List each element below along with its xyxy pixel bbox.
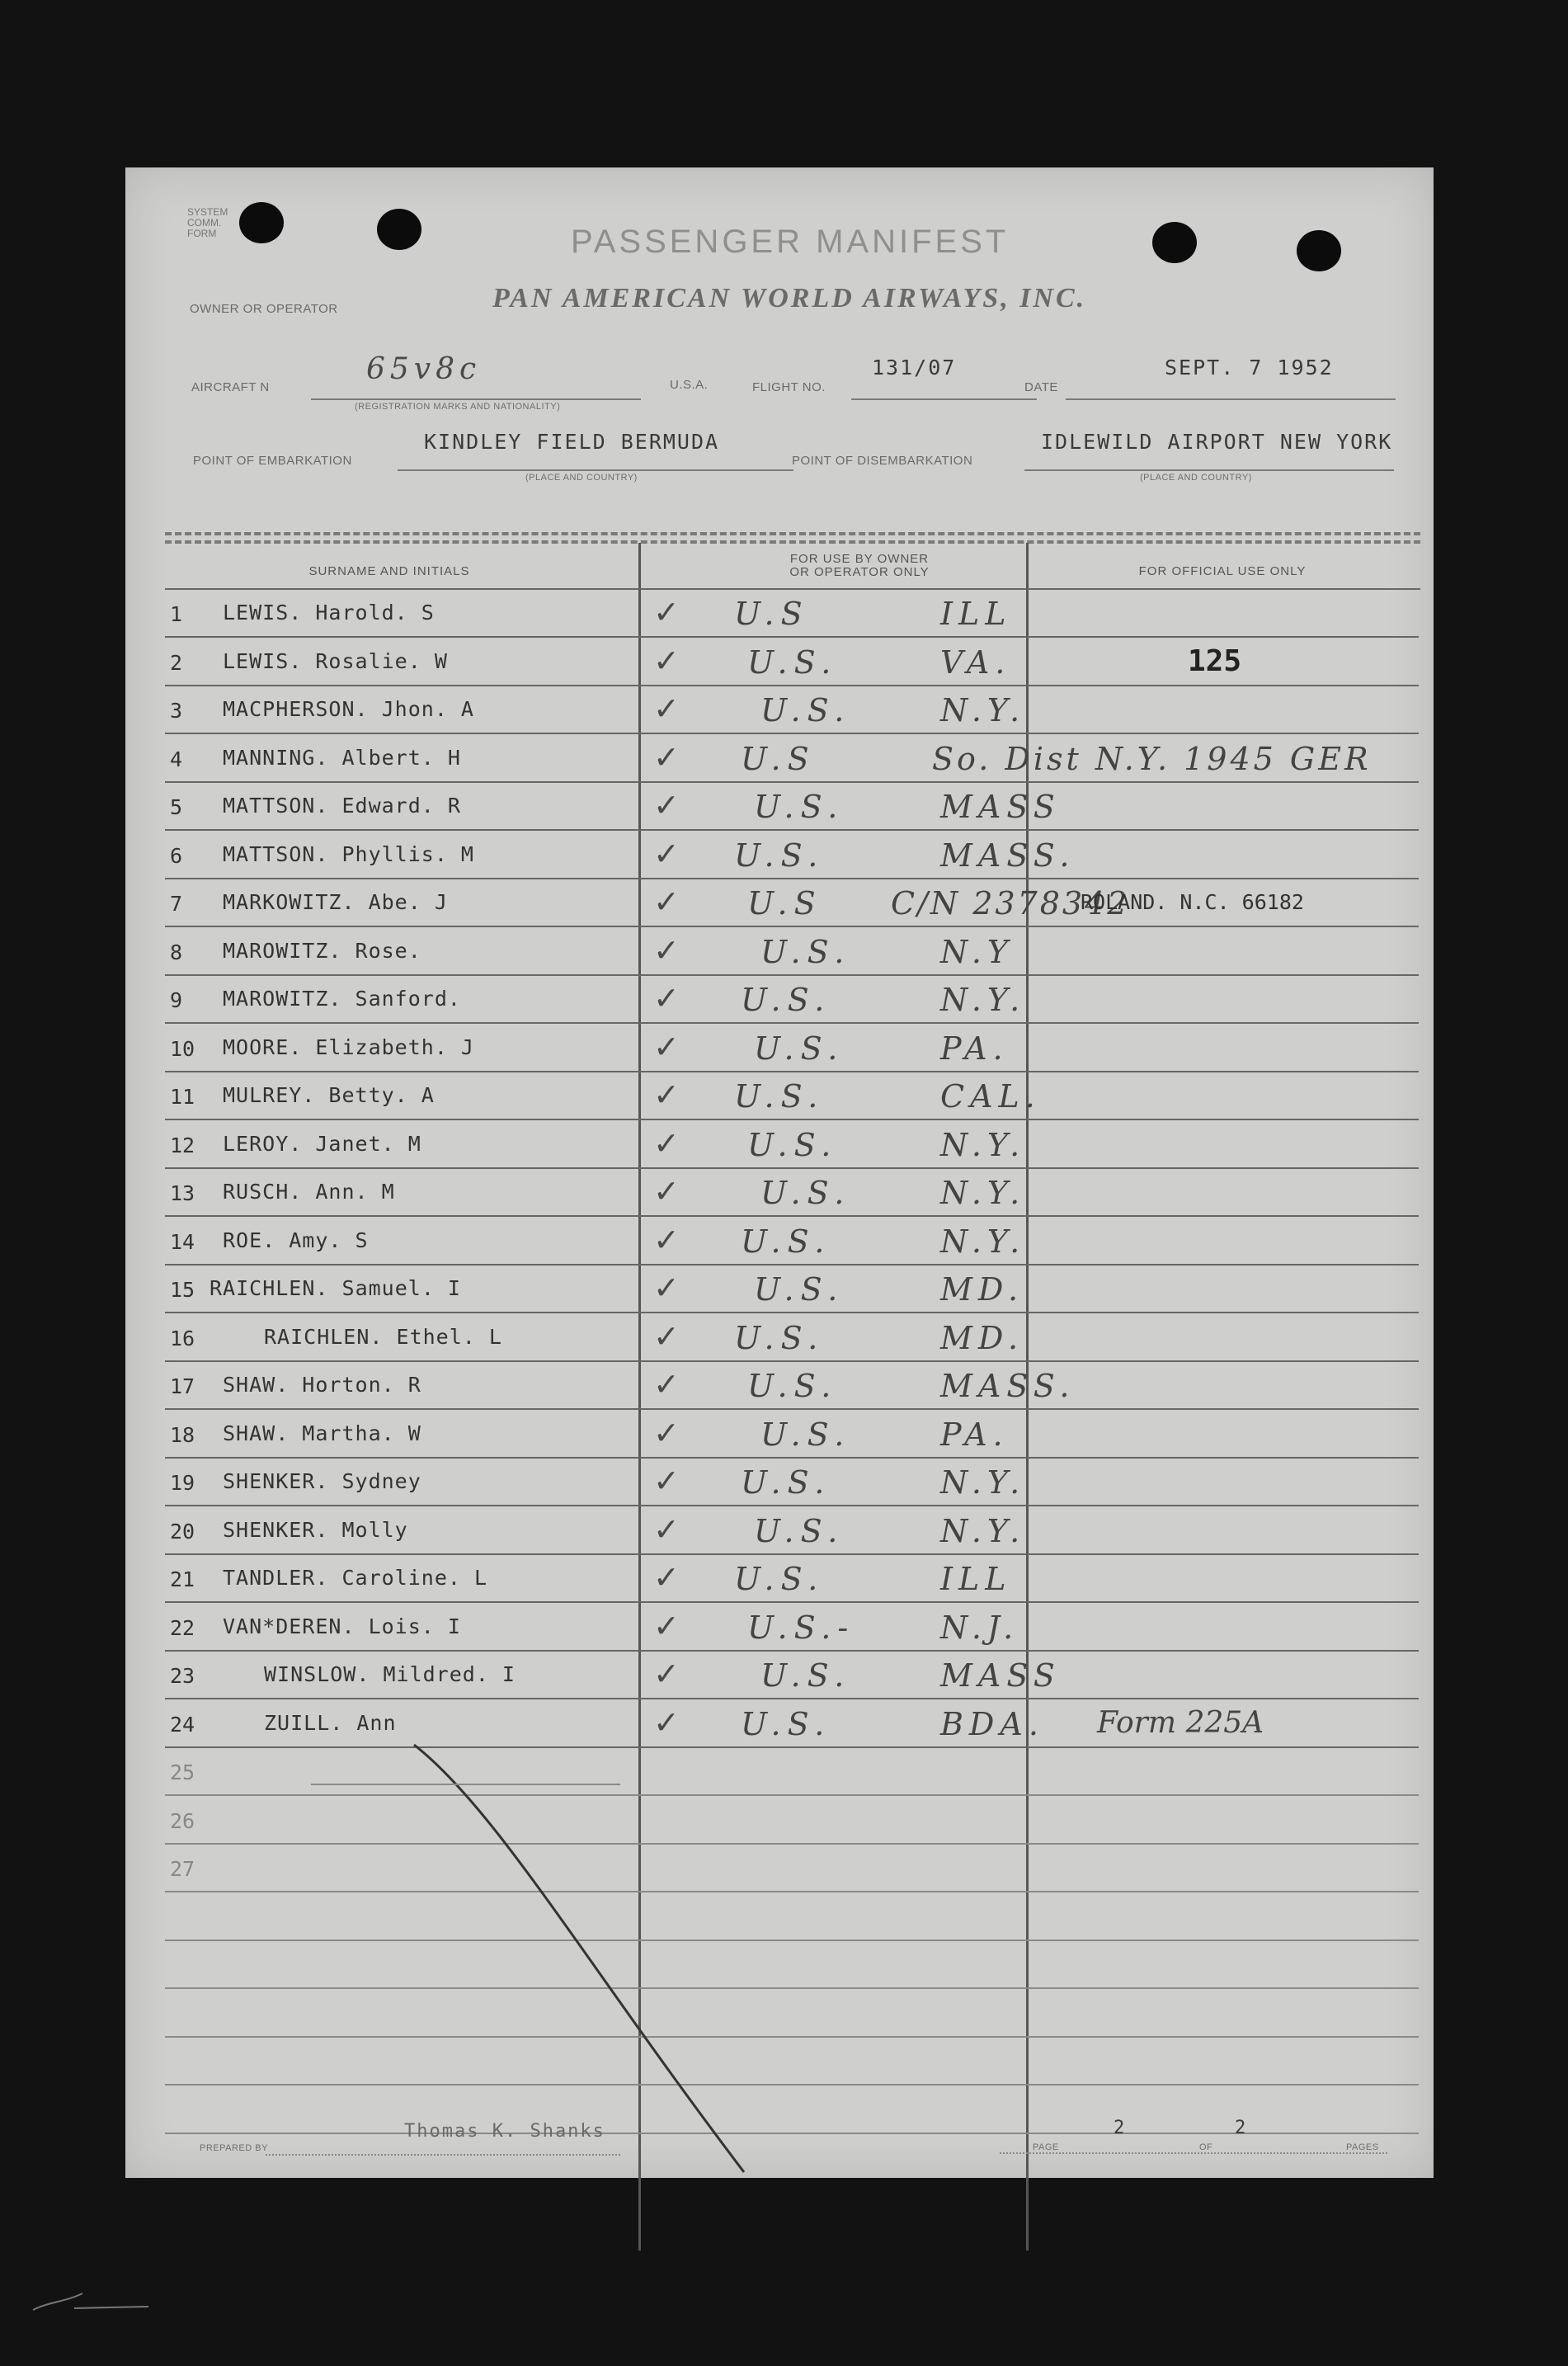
empty-row (165, 1844, 1419, 1892)
residence-state: MASS. (940, 1368, 1076, 1404)
check-mark-icon: ✓ (653, 1559, 680, 1595)
official-note: ROLAND. N.C. 66182 (1081, 890, 1304, 914)
official-note: Form 225A (1097, 1705, 1264, 1740)
passenger-name: MARKOWITZ. Abe. J (223, 890, 448, 914)
passenger-name: ZUILL. Ann (264, 1710, 397, 1735)
passenger-name: WINSLOW. Mildred. I (264, 1662, 516, 1686)
nationality: U.S. (741, 1705, 831, 1742)
residence-state: VA. (940, 643, 1011, 681)
check-mark-icon: ✓ (653, 931, 680, 969)
row-number: 4 (170, 747, 183, 771)
row-number: 9 (170, 988, 183, 1012)
residence-state: MD. (940, 1319, 1024, 1356)
empty-row (165, 1989, 1419, 2038)
disembark-value: IDLEWILD AIRPORT NEW YORK (1041, 430, 1393, 454)
passenger-name: MAROWITZ. Sanford. (223, 987, 461, 1011)
page-label: PAGE (1033, 2142, 1059, 2152)
passenger-row (165, 1120, 1419, 1169)
passenger-name: SHAW. Horton. R (223, 1373, 421, 1397)
nationality: U.S. (760, 1416, 851, 1453)
check-mark-icon: ✓ (653, 594, 680, 630)
punch-hole-right (1152, 222, 1197, 263)
check-mark-icon: ✓ (653, 980, 680, 1016)
residence-state: PA. (940, 1030, 1009, 1067)
passenger-name: LEWIS. Rosalie. W (223, 648, 448, 673)
row-number: 3 (170, 699, 183, 723)
nationality: U.S. (754, 789, 845, 825)
embark-label: POINT OF EMBARKATION (193, 454, 352, 468)
row-number: 10 (170, 1036, 195, 1061)
passenger-row (165, 686, 1419, 734)
row-number: 5 (170, 795, 183, 819)
place-caption-1: (PLACE AND COUNTRY) (525, 473, 638, 483)
passenger-name: ROE. Amy. S (223, 1228, 369, 1252)
place-caption-2: (PLACE AND COUNTRY) (1140, 473, 1252, 483)
passenger-row (165, 1072, 1419, 1120)
passenger-row (165, 1361, 1419, 1410)
check-mark-icon: ✓ (653, 642, 680, 679)
row-number: 26 (170, 1808, 195, 1833)
row-number: 27 (170, 1857, 195, 1881)
registration-caption: (REGISTRATION MARKS AND NATIONALITY) (355, 402, 561, 412)
passenger-name: TANDLER. Caroline. L (223, 1566, 488, 1590)
residence-state: N.Y. (940, 982, 1026, 1018)
passenger-name: MOORE. Elizabeth. J (223, 1035, 474, 1059)
row-number: 13 (170, 1181, 195, 1205)
nationality: U.S.- (747, 1609, 855, 1646)
residence-state: N.Y. (940, 1175, 1026, 1211)
passenger-name: RAICHLEN. Samuel. I (210, 1276, 461, 1300)
check-mark-icon: ✓ (653, 1704, 680, 1741)
residence-state: MD. (940, 1271, 1024, 1308)
system-code: SYSTEM COMM. FORM (187, 206, 228, 239)
empty-row (165, 1747, 1419, 1796)
residence-state: N.Y. (940, 1223, 1026, 1260)
nationality: U.S. (747, 643, 838, 681)
passenger-row (165, 975, 1419, 1024)
passenger-name: MATTSON. Edward. R (223, 794, 461, 818)
passenger-name: SHAW. Martha. W (223, 1421, 421, 1445)
punch-hole-right-2 (1297, 230, 1341, 271)
row-number: 19 (170, 1471, 195, 1495)
passenger-row (165, 1651, 1419, 1699)
passenger-row (165, 1699, 1419, 1748)
row-number: 20 (170, 1519, 195, 1544)
passenger-row (165, 1313, 1419, 1362)
passenger-row (165, 638, 1419, 686)
check-mark-icon: ✓ (653, 1028, 680, 1065)
nationality: U.S. (741, 1223, 831, 1260)
nationality: U.S. (734, 1561, 825, 1597)
nationality: U.S. (741, 982, 831, 1018)
passenger-row (165, 589, 1419, 638)
row-number: 21 (170, 1567, 195, 1591)
residence-state: N.J. (940, 1609, 1019, 1646)
row-number: 25 (170, 1760, 195, 1784)
row-number: 8 (170, 940, 183, 964)
aircraft-value: 65v8c (366, 352, 482, 386)
punch-hole-left-2 (377, 209, 421, 250)
nationality: U.S. (734, 837, 825, 874)
passenger-row (165, 1217, 1419, 1265)
table-top-rule-2 (165, 540, 1420, 544)
check-mark-icon: ✓ (653, 1366, 680, 1402)
passenger-row (165, 831, 1419, 879)
passenger-name: RUSCH. Ann. M (223, 1180, 395, 1204)
passenger-row (165, 1024, 1419, 1072)
passenger-row (165, 1506, 1419, 1555)
check-mark-icon: ✓ (653, 1463, 680, 1499)
passenger-name: MULREY. Betty. A (223, 1083, 435, 1107)
column-surname: SURNAME AND INITIALS (308, 564, 470, 578)
passenger-name: LEWIS. Harold. S (223, 601, 435, 624)
row-number: 24 (170, 1712, 195, 1737)
row-number: 14 (170, 1229, 195, 1254)
owner-company: PAN AMERICAN WORLD AIRWAYS, INC. (492, 283, 1087, 313)
punch-hole-left (239, 202, 284, 243)
passenger-row (165, 1410, 1419, 1459)
nationality: U.S. (760, 1175, 851, 1211)
residence-state: MASS (940, 1657, 1061, 1694)
residence-state: MASS (940, 789, 1061, 825)
passenger-name: MANNING. Albert. H (223, 745, 461, 770)
residence-state: N.Y (940, 933, 1014, 970)
check-mark-icon: ✓ (653, 1173, 680, 1209)
passenger-name: SHENKER. Sydney (223, 1469, 421, 1493)
disembark-label: POINT OF DISEMBARKATION (792, 454, 973, 468)
nationality: U.S. (734, 1078, 825, 1115)
passenger-name: MATTSON. Phyllis. M (223, 841, 474, 866)
row-number: 18 (170, 1422, 195, 1447)
check-mark-icon: ✓ (653, 835, 680, 872)
row-number: 7 (170, 892, 183, 916)
nationality: U.S. (760, 692, 851, 728)
of-value: 2 (1235, 2118, 1248, 2138)
row-number: 6 (170, 843, 183, 868)
nationality: U.S (741, 740, 816, 777)
date-label: DATE (1024, 380, 1058, 394)
form-title: PASSENGER MANIFEST (571, 224, 1010, 260)
check-mark-icon: ✓ (653, 738, 680, 775)
column-official-use: FOR OFFICIAL USE ONLY (1138, 564, 1307, 578)
empty-row (165, 1796, 1419, 1845)
residence-state: BDA. (940, 1705, 1044, 1742)
residence-state: N.Y. (940, 1464, 1026, 1501)
nationality: U.S (747, 885, 822, 921)
empty-row (165, 2037, 1419, 2086)
row-number: 22 (170, 1615, 195, 1640)
manifest-sheet (125, 167, 1434, 2178)
nationality: U.S. (754, 1030, 845, 1067)
nationality: U.S. (747, 1368, 838, 1404)
check-mark-icon: ✓ (653, 1656, 680, 1692)
official-note: 125 (1188, 643, 1242, 678)
passenger-row (165, 1168, 1419, 1217)
check-mark-icon: ✓ (653, 1077, 680, 1113)
residence-state: C/N 2378342 (891, 885, 1130, 921)
check-mark-icon: ✓ (653, 1270, 680, 1306)
check-mark-icon: ✓ (653, 1317, 680, 1355)
passenger-name: LEROY. Janet. M (223, 1131, 421, 1156)
check-mark-icon: ✓ (653, 884, 680, 920)
passenger-row (165, 782, 1419, 831)
check-mark-icon: ✓ (653, 1511, 680, 1548)
residence-state: So. Dist N.Y. 1945 GER (932, 740, 1372, 777)
row-number: 1 (170, 602, 183, 626)
passenger-row (165, 1603, 1419, 1652)
residence-state: CAL. (940, 1078, 1041, 1115)
passenger-name: RAICHLEN. Ethel. L (264, 1324, 502, 1349)
passenger-name: MACPHERSON. Jhon. A (223, 697, 474, 721)
prepared-value: Thomas K. Shanks (404, 2121, 605, 2142)
check-mark-icon: ✓ (653, 690, 680, 727)
row-number: 17 (170, 1374, 195, 1398)
of-label: OF (1199, 2142, 1213, 2152)
residence-state: N.Y. (940, 692, 1026, 728)
nationality: U.S. (760, 933, 851, 970)
empty-row (165, 1940, 1419, 1989)
date-value: SEPT. 7 1952 (1165, 356, 1334, 379)
nationality: U.S (734, 596, 809, 632)
aircraft-label: AIRCRAFT N (191, 380, 270, 394)
usa-label: U.S.A. (670, 378, 709, 392)
pages-label: PAGES (1346, 2142, 1379, 2152)
nationality: U.S. (734, 1319, 825, 1356)
passenger-row (165, 879, 1419, 927)
empty-row (165, 2086, 1419, 2134)
check-mark-icon: ✓ (653, 1607, 680, 1644)
stray-mark (25, 2277, 157, 2326)
nationality: U.S. (760, 1657, 851, 1694)
empty-row (165, 1892, 1419, 1941)
row-number: 12 (170, 1133, 195, 1157)
row-number: 23 (170, 1664, 195, 1688)
table-top-rule (165, 532, 1420, 535)
row-number: 16 (170, 1326, 195, 1350)
residence-state: ILL (940, 1561, 1012, 1597)
flight-value: 131/07 (872, 356, 957, 379)
passenger-row (165, 734, 1419, 783)
nationality: U.S. (741, 1464, 831, 1501)
residence-state: N.Y. (940, 1512, 1026, 1549)
passenger-row (165, 927, 1419, 976)
row-number: 2 (170, 650, 183, 675)
residence-state: N.Y. (940, 1126, 1026, 1163)
passenger-row (165, 1554, 1419, 1603)
row-number: 15 (170, 1278, 195, 1302)
column-owner-use: FOR USE BY OWNER OR OPERATOR ONLY (789, 552, 930, 579)
check-mark-icon: ✓ (653, 1124, 680, 1162)
prepared-label: PREPARED BY (200, 2143, 268, 2153)
residence-state: MASS. (940, 837, 1076, 874)
passenger-row (165, 1265, 1419, 1313)
check-mark-icon: ✓ (653, 1414, 680, 1451)
owner-label: OWNER OR OPERATOR (190, 302, 338, 316)
page-value: 2 (1114, 2118, 1127, 2138)
residence-state: PA. (940, 1416, 1009, 1453)
embark-value: KINDLEY FIELD BERMUDA (424, 430, 720, 454)
nationality: U.S. (754, 1512, 845, 1549)
flight-label: FLIGHT NO. (752, 380, 826, 394)
check-mark-icon: ✓ (653, 787, 680, 823)
row-number: 11 (170, 1085, 195, 1109)
passenger-row (165, 1458, 1419, 1506)
check-mark-icon: ✓ (653, 1221, 680, 1258)
nationality: U.S. (754, 1271, 845, 1308)
passenger-name: MAROWITZ. Rose. (223, 938, 421, 963)
nationality: U.S. (747, 1126, 838, 1163)
residence-state: ILL (940, 596, 1012, 632)
passenger-name: SHENKER. Molly (223, 1517, 408, 1542)
passenger-name: VAN*DEREN. Lois. I (223, 1614, 461, 1638)
